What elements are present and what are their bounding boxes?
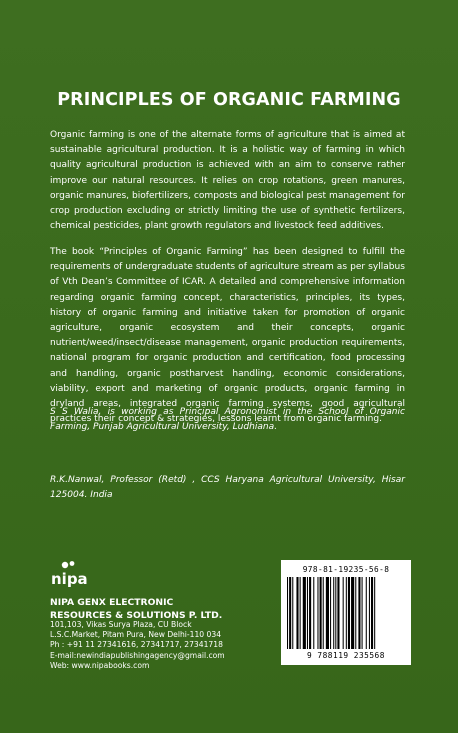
barcode-bar: [287, 577, 288, 649]
barcode-bar: [307, 577, 308, 649]
email: E-mail:newindiapublishingagency@gmail.com: [50, 650, 225, 660]
barcode-bar: [320, 577, 322, 649]
publisher-contact: [50, 620, 225, 671]
barcode-bar: [362, 577, 363, 649]
book-title: PRINCIPLES OF ORGANIC FARMING: [57, 90, 401, 110]
publisher-name-line1: NIPA GENX ELECTRONIC: [50, 597, 174, 608]
author-bio-2: R.K.Nanwal, Professor (Retd) , CCS Haryana Agricultural University, Hisar 125004. India: [50, 475, 405, 501]
phone: Ph : +91 11 27341616, 27341717, 27341718: [50, 640, 223, 650]
website: Web: www.nipabooks.com: [50, 660, 150, 670]
barcode-bar: [323, 577, 324, 649]
barcode-bar: [300, 577, 301, 649]
barcode-bar: [348, 577, 350, 649]
barcode-bar: [346, 577, 347, 649]
barcode-bar: [366, 577, 367, 649]
barcode-bar: [355, 577, 356, 649]
barcode-bar: [369, 577, 370, 649]
barcode-bar: [309, 577, 311, 649]
barcode-bar: [337, 577, 339, 649]
isbn-label: 978-81-19235-56-8: [302, 565, 390, 574]
barcode-bar: [303, 577, 306, 649]
barcode-bar: [292, 577, 293, 649]
barcode-bar: [330, 577, 331, 649]
barcode-bar: [313, 577, 314, 649]
barcode-bar: [317, 577, 318, 649]
barcode-bar: [358, 577, 360, 649]
barcode-bar: [343, 577, 344, 649]
barcode-bar: [289, 577, 291, 649]
barcode-bar: [333, 577, 334, 649]
address-line2: L.S.C.Market, Pitam Pura, New Delhi-110 034: [50, 630, 222, 640]
publisher-name-line2: RESOURCES & SOLUTIONS P. LTD.: [50, 610, 223, 621]
publisher-name: [50, 596, 222, 622]
logo-text: nipa: [51, 570, 88, 588]
barcode-bar: [371, 577, 373, 649]
author-bio-1: S S Walia, is working as Principal Agronomist in the School of Organic Farming, Punjab Agricultural University, Ludhiana.: [50, 407, 405, 433]
barcode-bar: [374, 577, 375, 649]
barcode-bar: [351, 577, 354, 649]
ean-digits: 9 788119 235568: [307, 651, 385, 660]
barcode-bars: [287, 577, 405, 649]
address-line1: 101,103, Vikas Surya Plaza, CU Block: [50, 620, 192, 629]
isbn-barcode: [281, 560, 411, 665]
barcode-bar: [326, 577, 329, 649]
barcode-bar: [335, 577, 336, 649]
nipa-logo: [50, 560, 88, 590]
description-paragraph-2: The book “Principles of Organic Farming” has been designed to fulfill the requirements of undergraduate students of agriculture stream as per syllabus of Vth Dean’s Committee of ICAR. A detailed and comprehensive information regarding organic farming concept, characteristics, principles, its types, history of organic farming and initiative taken for promotion of organic agriculture, organic ecosystem and their concepts, organic nutrient/weed/insect/disease management, organic production requirements, national program for organic production and certification, food processing and handling, organic postharvest handling, economic considerations, viability, export and marketing of organic products, organic farming in dryland areas, integrated organic farming systems, good agricultural practices their concept & strategies, lessons learnt from organic farming.: [50, 247, 405, 425]
barcode-bar: [296, 577, 298, 649]
description-paragraph-1: Organic farming is one of the alternate forms of agriculture that is aimed at sustainable agricultural production. It is a holistic way of farming in which quality agricultural production is achieved with an aim to conserve rather improve our natural resources. It relies on crop rotations, green manures, organic manures, biofertilizers, composts and biological pest management for crop production excluding or strictly limiting the use of synthetic fertilizers, chemical pesticides, plant growth regulators and livestock feed additives.: [50, 130, 405, 232]
